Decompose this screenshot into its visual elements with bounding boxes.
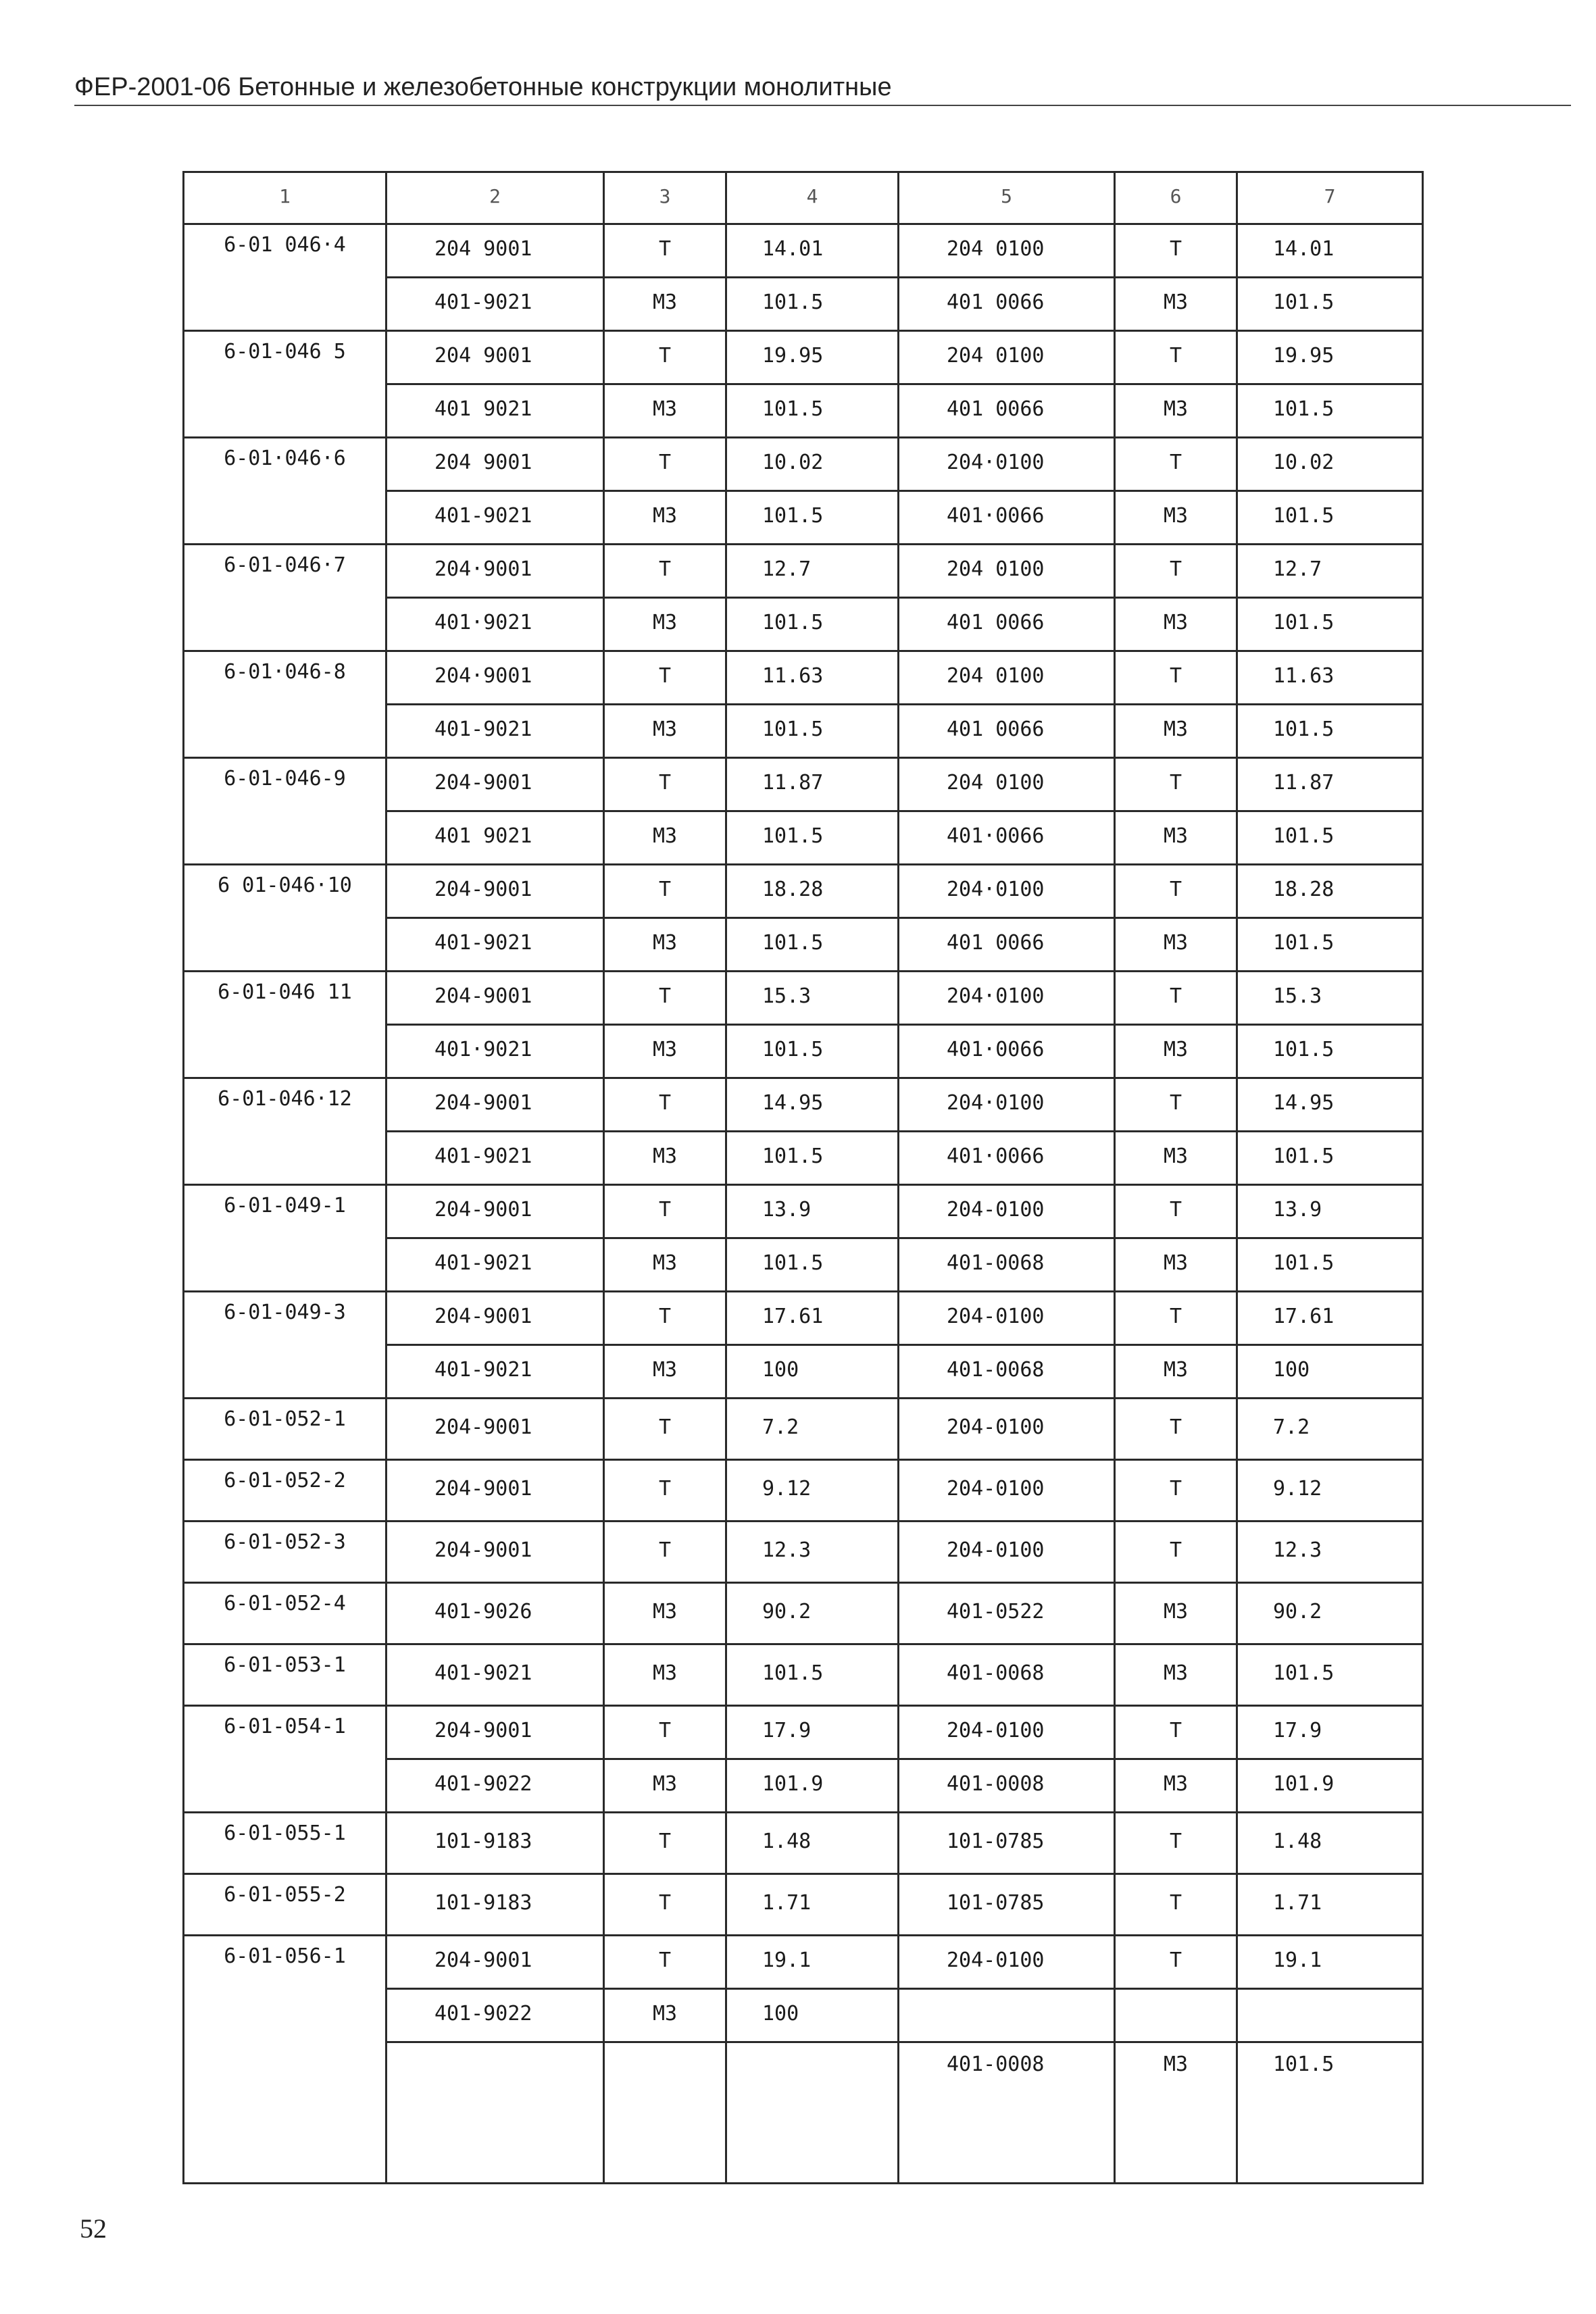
quantity: 15.3 [726, 972, 899, 1025]
resource-code: 204-9001 [386, 1936, 604, 1989]
unit: М3 [604, 278, 726, 331]
resource-code [386, 2042, 604, 2184]
quantity: 90.2 [1237, 1583, 1423, 1644]
rate-code: 6-01-053-1 [184, 1644, 386, 1706]
quantity: 14.95 [1237, 1078, 1423, 1132]
unit: Т [604, 545, 726, 598]
table-row [184, 1521, 1423, 1583]
quantity: 10.02 [1237, 438, 1423, 491]
replacement-code: 401 0066 [899, 384, 1115, 438]
resource-code: 401-9026 [386, 1583, 604, 1644]
unit: М3 [1115, 705, 1237, 758]
replacement-code: 204·0100 [899, 1078, 1115, 1132]
table-row [184, 1583, 1423, 1644]
unit: М3 [604, 1989, 726, 2042]
replacement-code: 401·0066 [899, 491, 1115, 545]
quantity: 18.28 [1237, 865, 1423, 918]
column-header: 7 [1237, 172, 1423, 224]
quantity: 17.61 [726, 1292, 899, 1345]
resource-code: 401-9021 [386, 1644, 604, 1706]
resource-code: 204 9001 [386, 438, 604, 491]
rate-code: 6-01·046·6 [184, 438, 386, 545]
resource-code: 401-9021 [386, 1132, 604, 1185]
replacement-code: 101-0785 [899, 1874, 1115, 1936]
quantity: 101.5 [1237, 2042, 1423, 2184]
quantity: 12.7 [726, 545, 899, 598]
replacement-code: 401 0066 [899, 705, 1115, 758]
page-header-title: ФЕР-2001-06 Бетонные и железобетонные конструкции монолитные [74, 73, 892, 101]
unit: Т [604, 1185, 726, 1238]
unit: Т [1115, 331, 1237, 384]
unit: Т [604, 1292, 726, 1345]
quantity: 100 [726, 1345, 899, 1399]
quantity: 101.5 [1237, 1132, 1423, 1185]
resource-code: 401·9021 [386, 598, 604, 651]
resource-code: 401-9021 [386, 1345, 604, 1399]
resource-code: 204-9001 [386, 1078, 604, 1132]
quantity: 15.3 [1237, 972, 1423, 1025]
quantity: 11.87 [1237, 758, 1423, 811]
replacement-code: 401 0066 [899, 598, 1115, 651]
resource-code: 204-9001 [386, 1185, 604, 1238]
quantity: 101.5 [1237, 491, 1423, 545]
quantity: 1.71 [726, 1874, 899, 1936]
replacement-code: 401 0066 [899, 278, 1115, 331]
quantity: 100 [1237, 1345, 1423, 1399]
unit: Т [1115, 1936, 1237, 1989]
unit: Т [604, 972, 726, 1025]
column-header: 2 [386, 172, 604, 224]
replacement-code: 204 0100 [899, 651, 1115, 705]
quantity: 9.12 [726, 1460, 899, 1521]
unit: Т [1115, 1706, 1237, 1759]
resource-code: 204-9001 [386, 972, 604, 1025]
unit: Т [604, 758, 726, 811]
quantity: 101.9 [726, 1759, 899, 1813]
replacement-code: 204-0100 [899, 1521, 1115, 1583]
quantity: 101.9 [1237, 1759, 1423, 1813]
quantity: 11.63 [1237, 651, 1423, 705]
unit: Т [604, 1706, 726, 1759]
resource-code: 401·9021 [386, 1025, 604, 1078]
resource-code: 401 9021 [386, 384, 604, 438]
unit: Т [1115, 1185, 1237, 1238]
resource-code: 401-9021 [386, 491, 604, 545]
rate-code: 6-01-046 11 [184, 972, 386, 1078]
unit: М3 [1115, 1025, 1237, 1078]
table-row [184, 1399, 1423, 1460]
unit: Т [1115, 1874, 1237, 1936]
replacement-code: 204-0100 [899, 1706, 1115, 1759]
quantity: 101.5 [1237, 278, 1423, 331]
quantity: 14.95 [726, 1078, 899, 1132]
resource-code: 401-9021 [386, 918, 604, 972]
quantity: 101.5 [1237, 1025, 1423, 1078]
replacement-code: 204-0100 [899, 1292, 1115, 1345]
unit: Т [604, 1399, 726, 1460]
column-header: 6 [1115, 172, 1237, 224]
replacement-code: 401·0066 [899, 811, 1115, 865]
quantity: 101.5 [726, 1132, 899, 1185]
resource-code: 101-9183 [386, 1813, 604, 1874]
unit: М3 [604, 1238, 726, 1292]
quantity: 101.5 [726, 384, 899, 438]
quantity: 101.5 [726, 278, 899, 331]
quantity: 101.5 [726, 918, 899, 972]
unit: Т [1115, 1292, 1237, 1345]
table-row [184, 1292, 1423, 1345]
unit: Т [1115, 224, 1237, 278]
table-row [184, 1185, 1423, 1238]
replacement-code: 204 0100 [899, 331, 1115, 384]
replacement-code: 401-0068 [899, 1238, 1115, 1292]
table-row [184, 438, 1423, 491]
resource-code: 204 9001 [386, 224, 604, 278]
rate-code: 6-01-046·12 [184, 1078, 386, 1185]
unit: Т [1115, 545, 1237, 598]
quantity: 12.7 [1237, 545, 1423, 598]
unit: М3 [604, 491, 726, 545]
table-row [184, 758, 1423, 811]
quantity: 13.9 [726, 1185, 899, 1238]
rate-code: 6-01-046·7 [184, 545, 386, 651]
unit: Т [1115, 438, 1237, 491]
quantity: 19.1 [1237, 1936, 1423, 1989]
quantity: 19.95 [1237, 331, 1423, 384]
unit: М3 [1115, 278, 1237, 331]
replacement-code: 204 0100 [899, 758, 1115, 811]
unit: М3 [1115, 1759, 1237, 1813]
replacement-code: 401·0066 [899, 1025, 1115, 1078]
replacement-code: 401-0068 [899, 1345, 1115, 1399]
unit: Т [604, 651, 726, 705]
quantity: 12.3 [1237, 1521, 1423, 1583]
rate-code: 6 01-046·10 [184, 865, 386, 972]
replacement-code: 204·0100 [899, 438, 1115, 491]
quantity: 101.5 [1237, 811, 1423, 865]
unit: Т [1115, 972, 1237, 1025]
unit: Т [604, 1936, 726, 1989]
quantity: 101.5 [1237, 705, 1423, 758]
quantity: 90.2 [726, 1583, 899, 1644]
unit: Т [604, 1521, 726, 1583]
resource-code: 401 9021 [386, 811, 604, 865]
quantity: 101.5 [726, 705, 899, 758]
unit: Т [1115, 1521, 1237, 1583]
resource-code: 401-9021 [386, 278, 604, 331]
column-header: 5 [899, 172, 1115, 224]
unit: Т [1115, 651, 1237, 705]
table-row [184, 1706, 1423, 1759]
rate-code: 6-01-046-9 [184, 758, 386, 865]
column-header: 4 [726, 172, 899, 224]
rate-code: 6-01-054-1 [184, 1706, 386, 1813]
quantity: 1.48 [726, 1813, 899, 1874]
unit: М3 [1115, 384, 1237, 438]
unit: Т [604, 1078, 726, 1132]
quantity: 19.1 [726, 1936, 899, 1989]
replacement-code: 204·0100 [899, 865, 1115, 918]
quantity: 101.5 [1237, 1644, 1423, 1706]
replacement-code: 401-0008 [899, 1759, 1115, 1813]
unit: Т [604, 224, 726, 278]
resource-code: 101-9183 [386, 1874, 604, 1936]
unit: М3 [604, 705, 726, 758]
replacement-code: 204·0100 [899, 972, 1115, 1025]
replacement-code: 401-0008 [899, 2042, 1115, 2184]
column-header: 1 [184, 172, 386, 224]
unit: М3 [1115, 491, 1237, 545]
replacement-code: 204 0100 [899, 545, 1115, 598]
quantity: 14.01 [726, 224, 899, 278]
quantity: 101.5 [1237, 598, 1423, 651]
unit: М3 [604, 1644, 726, 1706]
table-row [184, 651, 1423, 705]
resource-code: 204-9001 [386, 1460, 604, 1521]
quantity: 100 [726, 1989, 899, 2042]
resource-code: 204-9001 [386, 758, 604, 811]
resource-code: 401-9022 [386, 1759, 604, 1813]
table-row [184, 1460, 1423, 1521]
quantity: 19.95 [726, 331, 899, 384]
unit: М3 [604, 384, 726, 438]
quantity: 101.5 [726, 1025, 899, 1078]
replacement-code: 204-0100 [899, 1399, 1115, 1460]
table-header-row [184, 172, 1423, 224]
quantity: 9.12 [1237, 1460, 1423, 1521]
quantity: 101.5 [726, 491, 899, 545]
table-row [184, 545, 1423, 598]
unit: Т [1115, 1399, 1237, 1460]
resource-code: 204 9001 [386, 331, 604, 384]
rate-code: 6-01-052-2 [184, 1460, 386, 1521]
resource-code: 204-9001 [386, 1706, 604, 1759]
rate-code: 6-01-052-3 [184, 1521, 386, 1583]
resource-code: 204-9001 [386, 865, 604, 918]
quantity: 101.5 [1237, 384, 1423, 438]
replacement-code: 401-0522 [899, 1583, 1115, 1644]
replacement-code: 204 0100 [899, 224, 1115, 278]
rate-code: 6-01-049-1 [184, 1185, 386, 1292]
unit: Т [604, 1460, 726, 1521]
unit: М3 [604, 1025, 726, 1078]
quantity: 101.5 [1237, 1238, 1423, 1292]
quantity: 101.5 [726, 811, 899, 865]
unit: М3 [604, 1759, 726, 1813]
quantity: 14.01 [1237, 224, 1423, 278]
resource-code: 401-9022 [386, 1989, 604, 2042]
unit: М3 [604, 1132, 726, 1185]
quantity: 7.2 [726, 1399, 899, 1460]
unit: М3 [604, 918, 726, 972]
rate-code: 6-01-052-1 [184, 1399, 386, 1460]
page-number: 52 [80, 2213, 107, 2244]
unit: М3 [1115, 1345, 1237, 1399]
rate-code: 6-01-049-3 [184, 1292, 386, 1399]
unit: Т [604, 438, 726, 491]
column-header: 3 [604, 172, 726, 224]
replacement-code: 401 0066 [899, 918, 1115, 972]
replacement-code: 204-0100 [899, 1185, 1115, 1238]
unit: М3 [604, 1345, 726, 1399]
unit: М3 [1115, 598, 1237, 651]
table-row [184, 1936, 1423, 1989]
quantity: 10.02 [726, 438, 899, 491]
unit: М3 [1115, 1132, 1237, 1185]
unit: Т [604, 331, 726, 384]
unit: Т [1115, 1460, 1237, 1521]
unit: Т [1115, 1813, 1237, 1874]
rate-code: 6-01-055-1 [184, 1813, 386, 1874]
quantity: 11.87 [726, 758, 899, 811]
quantity: 101.5 [726, 1644, 899, 1706]
quantity: 1.48 [1237, 1813, 1423, 1874]
table-row [184, 1078, 1423, 1132]
resource-table [182, 171, 1424, 2184]
rate-code: 6-01-055-2 [184, 1874, 386, 1936]
resource-code: 204-9001 [386, 1399, 604, 1460]
replacement-code: 101-0785 [899, 1813, 1115, 1874]
quantity: 18.28 [726, 865, 899, 918]
unit [1115, 1989, 1237, 2042]
replacement-code: 401-0068 [899, 1644, 1115, 1706]
unit: Т [604, 865, 726, 918]
unit: Т [1115, 1078, 1237, 1132]
unit: М3 [604, 598, 726, 651]
table-row [184, 331, 1423, 384]
unit: М3 [1115, 1238, 1237, 1292]
quantity: 101.5 [726, 598, 899, 651]
unit: М3 [604, 811, 726, 865]
table-row [184, 1874, 1423, 1936]
quantity: 13.9 [1237, 1185, 1423, 1238]
replacement-code: 204-0100 [899, 1460, 1115, 1521]
resource-code: 204·9001 [386, 545, 604, 598]
unit: Т [1115, 865, 1237, 918]
quantity [1237, 1989, 1423, 2042]
unit: М3 [1115, 2042, 1237, 2184]
rate-code: 6-01-056-1 [184, 1936, 386, 2184]
unit [604, 2042, 726, 2184]
unit: М3 [1115, 1583, 1237, 1644]
table-row [184, 972, 1423, 1025]
resource-code: 204·9001 [386, 651, 604, 705]
quantity: 1.71 [1237, 1874, 1423, 1936]
resource-code: 204-9001 [386, 1292, 604, 1345]
rate-code: 6-01-052-4 [184, 1583, 386, 1644]
resource-code: 401-9021 [386, 1238, 604, 1292]
rate-code: 6-01 046·4 [184, 224, 386, 331]
quantity: 17.9 [726, 1706, 899, 1759]
replacement-code: 401·0066 [899, 1132, 1115, 1185]
quantity: 101.5 [1237, 918, 1423, 972]
header-rule [74, 105, 1571, 106]
table-row [184, 1644, 1423, 1706]
table-row [184, 224, 1423, 278]
table-row [184, 1813, 1423, 1874]
quantity: 7.2 [1237, 1399, 1423, 1460]
unit: Т [604, 1874, 726, 1936]
unit: М3 [1115, 811, 1237, 865]
quantity [726, 2042, 899, 2184]
replacement-code: 204-0100 [899, 1936, 1115, 1989]
unit: М3 [1115, 1644, 1237, 1706]
resource-code: 401-9021 [386, 705, 604, 758]
unit: М3 [1115, 918, 1237, 972]
table-row [184, 865, 1423, 918]
quantity: 12.3 [726, 1521, 899, 1583]
unit: М3 [604, 1583, 726, 1644]
replacement-code [899, 1989, 1115, 2042]
quantity: 11.63 [726, 651, 899, 705]
rate-code: 6-01-046 5 [184, 331, 386, 438]
unit: Т [604, 1813, 726, 1874]
rate-code: 6-01·046-8 [184, 651, 386, 758]
quantity: 17.61 [1237, 1292, 1423, 1345]
unit: Т [1115, 758, 1237, 811]
quantity: 101.5 [726, 1238, 899, 1292]
quantity: 17.9 [1237, 1706, 1423, 1759]
resource-code: 204-9001 [386, 1521, 604, 1583]
